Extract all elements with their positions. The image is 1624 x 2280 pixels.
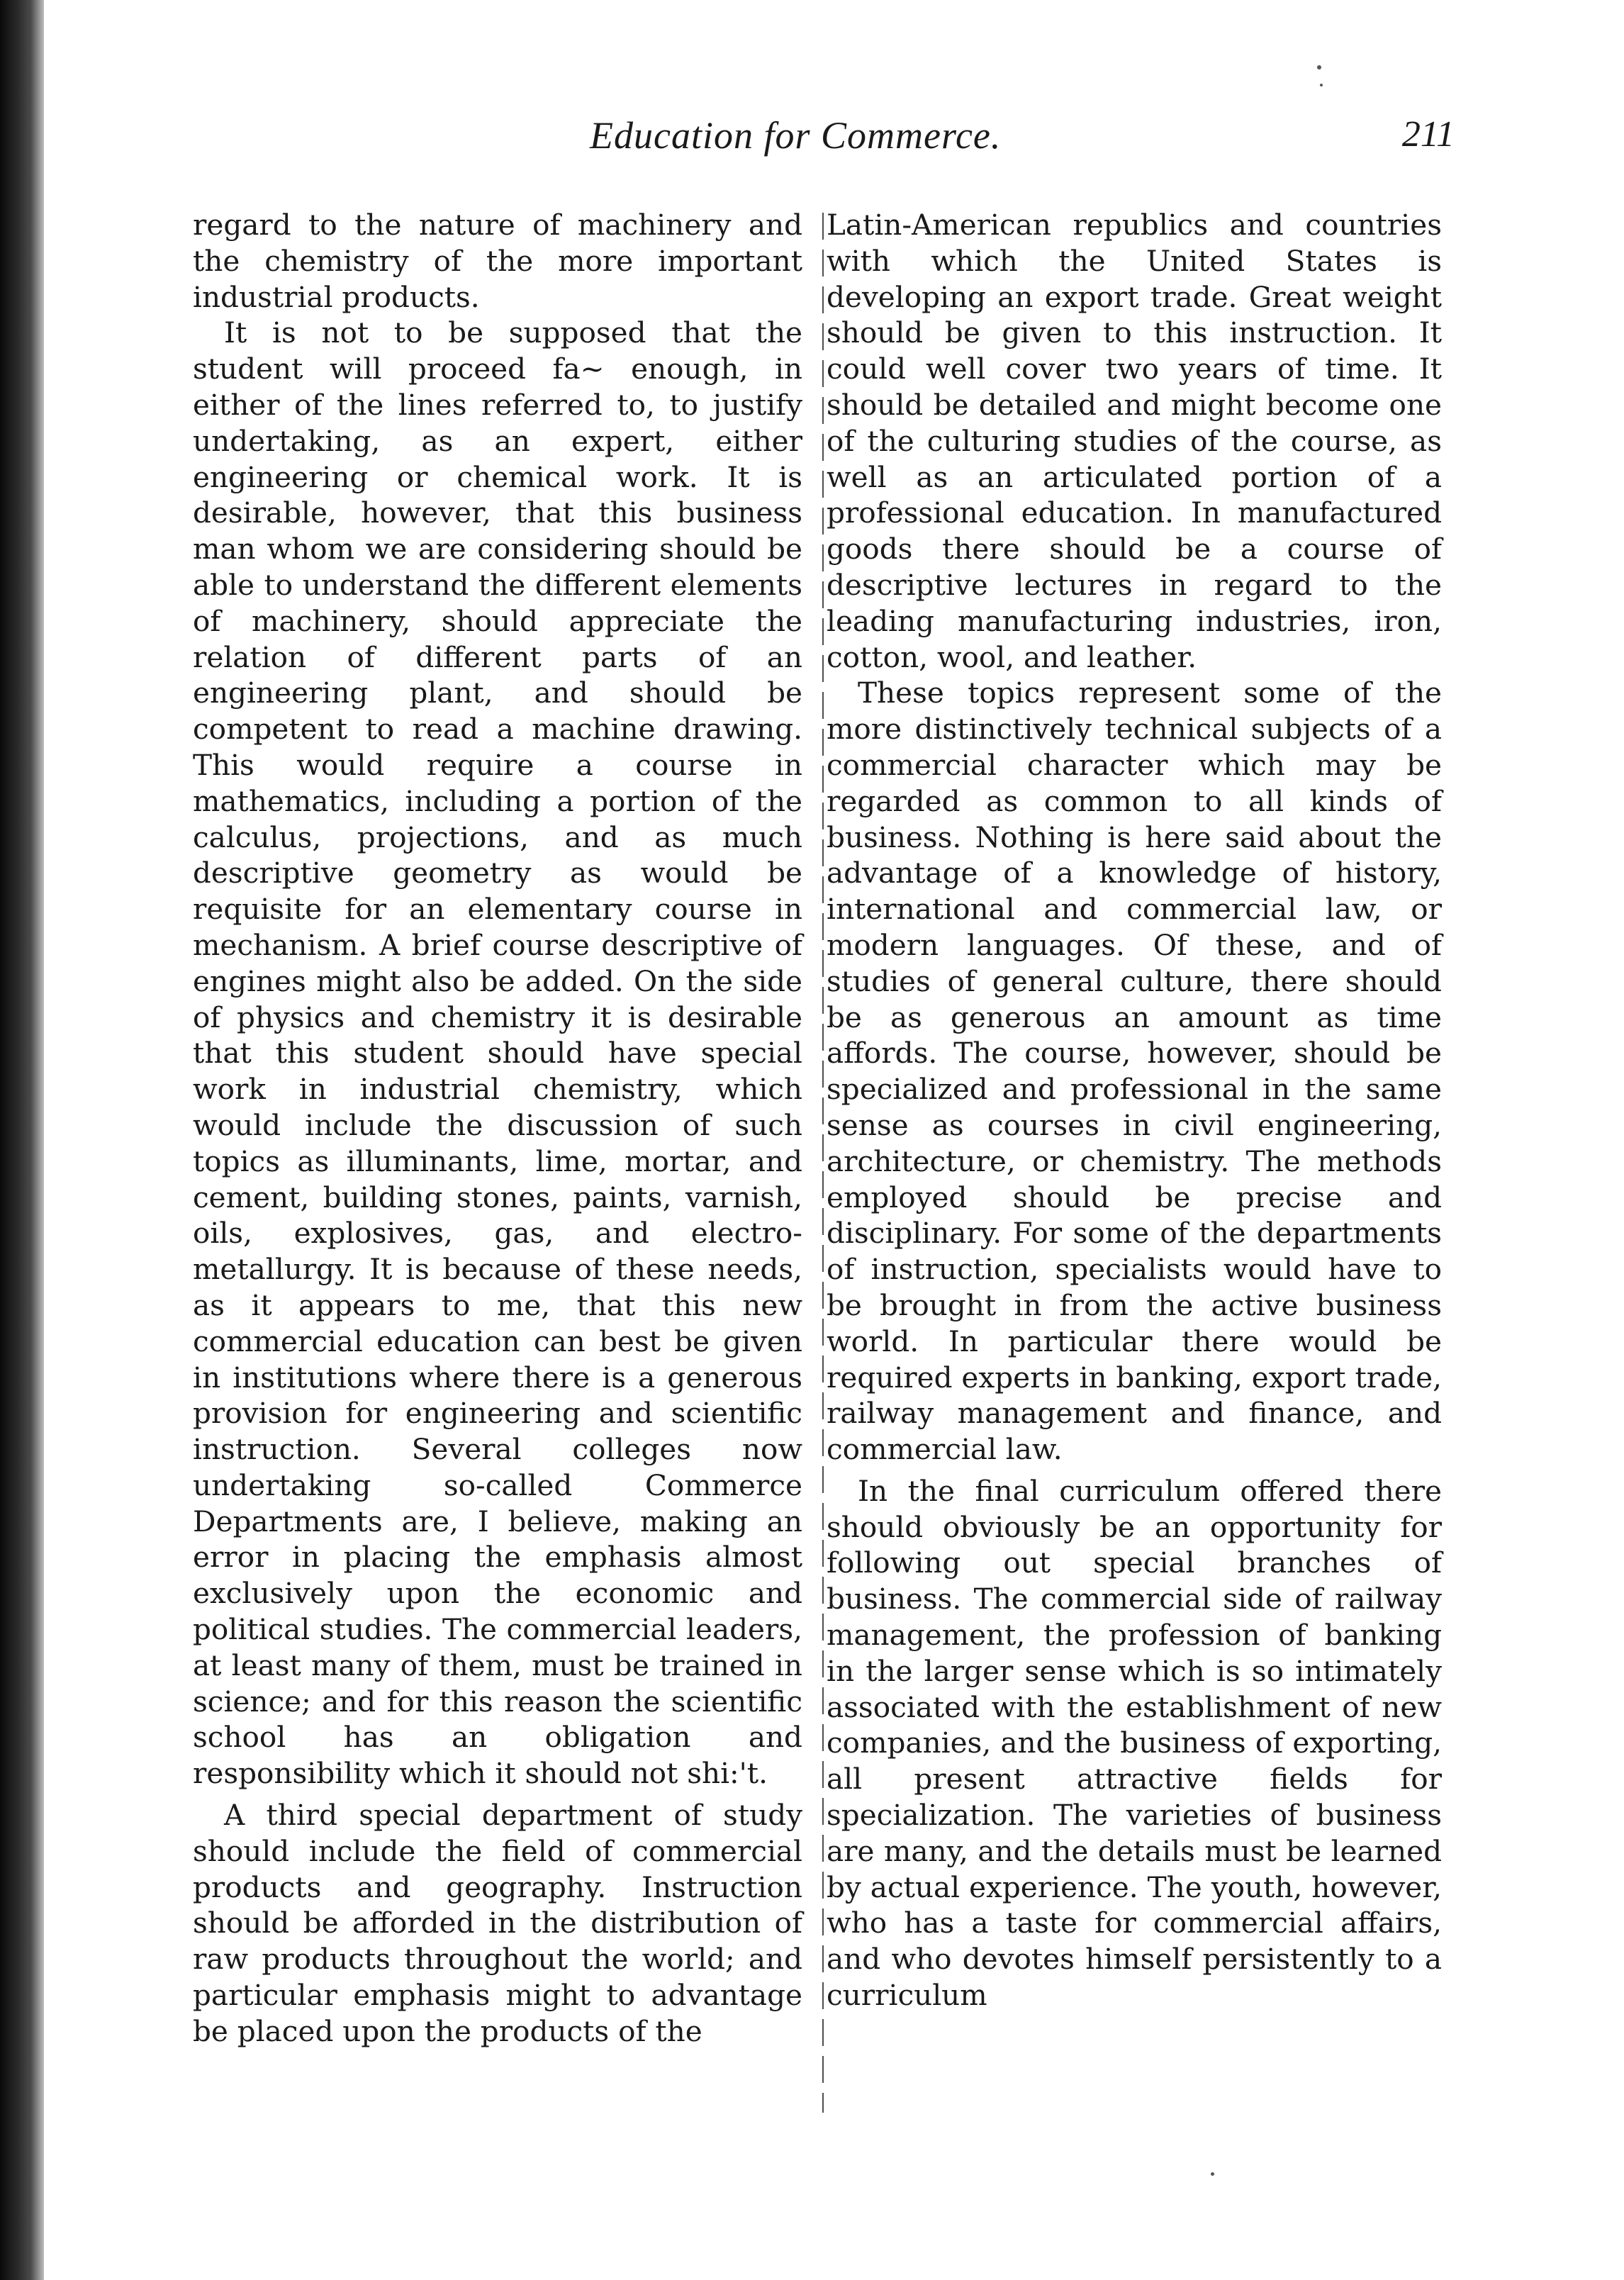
paragraph: A third special department of study should include the field of commercial products and geography. Instruction should be afforded in the distribution of raw products throughout the world; and particular emphasis might to advantage be placed upon the products of the	[193, 1798, 802, 2048]
column-divider	[822, 213, 824, 2113]
paragraph: Latin-American republics and countries with which the United States is developing an export trade. Great weight should be given to this instruction. It could well cover two years of time. It should be detailed and might become one of the culturing studies of the course, as well as an articulated portion of a professional education. In manufactured goods there should be a course of descriptive lectures in regard to the leading manufacturing industries, iron, cotton, wool, and leather.	[827, 208, 1442, 674]
right-column	[827, 207, 1442, 2013]
paragraph: It is not to be supposed that the student will proceed fa~ enough, in either of the lines referred to, to justify undertaking, as an expert, either engineering or chemical work. It is desirable, however, that this business man whom we are considering should be able to understand the different elements of machinery, should appreciate the relation of different parts of an engineering plant, and should be competent to read a machine drawing. This would require a course in mathematics, including a portion of the calculus, projections, and as much descriptive geometry as would be requisite for an elementary course in mechanism. A brief course descriptive of engines might also be added. On the side of physics and chemistry it is desirable that this student should have special work in industrial chemistry, which would include the discussion of such topics as illuminants, lime, mortar, and cement, building stones, paints, varnish, oils, explosives, gas, and electro-metallurgy. It is because of these needs, as it appears to me, that this new commercial education can best be given in institutions where there is a generous provision for engineering and scientific instruction. Several colleges now undertaking so-called Commerce Departments are, I believe, making an error in placing the emphasis almost exclusively upon the economic and political studies. The commercial leaders, at least many of them, must be trained in science; and for this reason the scientific school has an obligation and responsibility which it should not shi:'t.	[193, 315, 802, 1791]
scan-speck	[1320, 84, 1323, 86]
scan-speck	[1317, 65, 1321, 69]
page-header	[193, 113, 1455, 163]
page-number: 211	[1401, 114, 1455, 155]
page-binding-edge	[0, 0, 44, 2280]
paragraph: regard to the nature of machinery and the chemistry of the more important industrial products.	[193, 208, 802, 314]
scan-speck	[1211, 2172, 1214, 2176]
paragraph: In the final curriculum offered there should obviously be an opportunity for following out special branches of business. The commercial side of railway management, the profession of banking in the larger sense which is so intimately associated with the establishment of new companies, and the business of exporting, all present attractive fields for specialization. The varieties of business are many, and the details must be learned by actual experience. The youth, however, who has a taste for commercial affairs, and who devotes himself persistently to a curriculum	[827, 1473, 1442, 2013]
running-title: Education for Commerce.	[590, 114, 1002, 157]
left-column	[193, 207, 802, 2050]
paragraph: These topics represent some of the more distinctively technical subjects of a commercial character which may be regarded as common to all kinds of business. Nothing is here said about the advantage of a knowledge of history, international and commercial law, or modern languages. Of these, and of studies of general culture, there should be as generous an amount as time affords. The course, however, should be specialized and professional in the same sense as courses in civil engineering, architecture, or chemistry. The methods employed should be precise and disciplinary. For some of the departments of instruction, specialists would have to be brought in from the active business world. In particular there would be required experts in banking, export trade, railway management and finance, and commercial law.	[827, 676, 1442, 1467]
